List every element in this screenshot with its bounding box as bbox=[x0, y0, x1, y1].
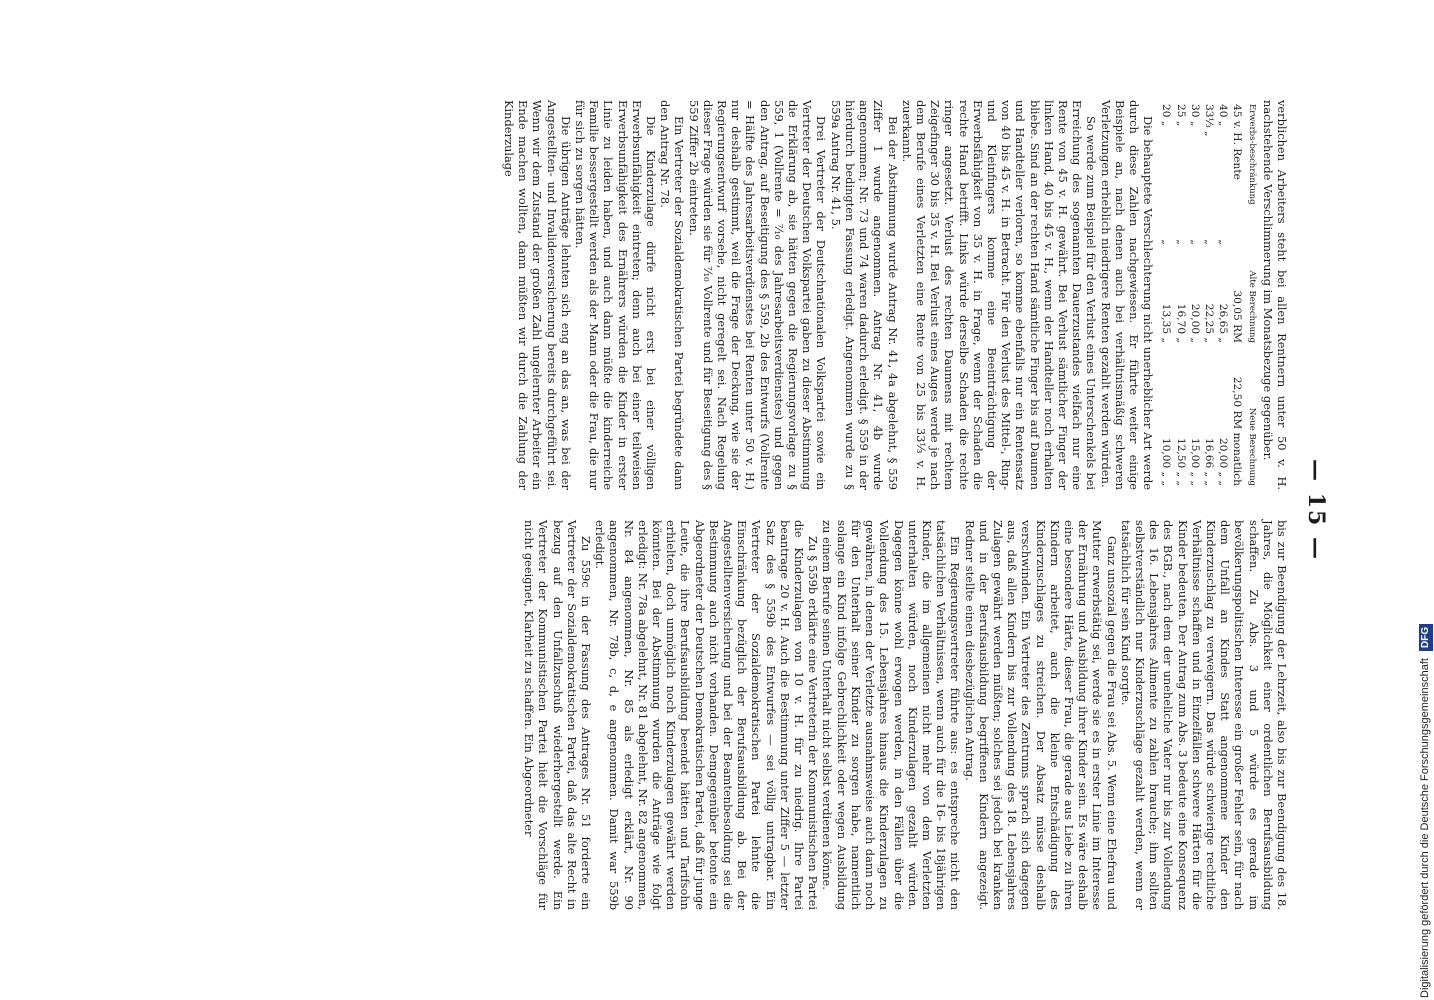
table-cell bbox=[1230, 232, 1244, 248]
left-text-column bbox=[502, 100, 1289, 490]
table-row bbox=[1202, 100, 1216, 490]
table-cell: „ bbox=[1217, 239, 1230, 245]
table-cell: „ bbox=[1174, 239, 1187, 245]
rotated-document-page bbox=[85, 80, 1335, 940]
table-cell: 20,00 „ „ bbox=[1217, 437, 1230, 486]
credit-text: Digitalisierung gefördert durch die Deutsche Forschungsgemeinschaft bbox=[1419, 658, 1431, 998]
table-cell: 16,70 „ bbox=[1174, 303, 1187, 343]
table-cell: 26,65 „ bbox=[1217, 303, 1230, 343]
table-cell: 20,00 „ bbox=[1188, 303, 1201, 343]
table-cell: 33⅓ „ bbox=[1202, 104, 1215, 137]
table-cell: 20 „ bbox=[1160, 104, 1173, 127]
paragraph: Die Kinderzulage dürfe nicht erst bei einer völligen Erwerbsunfähigkeit eintreten; denn auch bei einer teilweisen Erwerbsunfähigkeit des Ernährers würden die Kinder in erster Linie zu leiden haben, und auch dann müßte die kinderreiche Familie bessergestellt werden als der Mann oder die Frau, die nur für sich zu sorgen hätten. bbox=[573, 100, 659, 490]
table-cell: 10,00 „ „ bbox=[1160, 437, 1173, 486]
paragraph: Die behauptete Verschlechterung nicht unerheblicher Art werde durch diese Zahlen nachgewiesen. Er führte weiter einige Beispiele an, nach denen auch bei verhältnismäßig schweren Verletzungen erheblich niedrigere Renten gezahlt werden würden. bbox=[1098, 100, 1156, 490]
table-cell: 45 v. H. Rente bbox=[1231, 104, 1244, 180]
table-header-cell: Neue Berechnung bbox=[1246, 407, 1257, 486]
paragraph: Zu 559c in der Fassung des Antrages Nr. 51 forderte ein Vertreter der Sozialdemokratischen Partei, daß das alte Recht in bezug auf den Unfallzuschuß wiederhergestellt werde. Ein Vertreter der Kommunistischen Partei hielt die Vorschläge für nicht geeignet, Klarheit zu schaffen. Ein Abgeordneter bbox=[522, 520, 594, 910]
table-cell: 16,66 „ „ bbox=[1202, 437, 1215, 486]
table-header-cell bbox=[1244, 232, 1258, 248]
table-row bbox=[1173, 100, 1187, 490]
table-cell: 30 „ bbox=[1188, 104, 1201, 127]
paragraph: bis zur Beendigung der Lehrzeit, also bis zur Beendigung des 18. Jahres, die Möglichkeit einer ordentlichen Berufsausbildung schaffen. Zu Abs. 3 und 5 würde es gerade im bevölkerungspolitischen Interesse ein großer Fehler sein, für nach dem Unfall an Kindes Statt angenommene Kinder den Kinderzuschlag zu verweigern. Das würde schwierige rechtliche Verhältnisse schaffen und in Einzelfällen schwere Härten für die Kinder bedeuten. Der Antrag zum Abs. 3 bedeute eine Konsequenz des BGB., nach dem der uneheliche Vater nur bis zur Vollendung des 16. Lebensjahres Alimente zu zahlen brauche; ihm sollten selbstverständlich nur Kinderzuschläge gezahlt werden, wenn er tatsächlich für sein Kind sorgte. bbox=[1118, 520, 1289, 910]
table-cell: 22,50 RM monatlich bbox=[1231, 376, 1244, 486]
paragraph: Ganz unsozial gegen die Frau sei Abs. 5. Wenn eine Ehefrau und Mutter erwerbstätig sei, werde sie es in erster Linie im Interesse der Ernährung und Ausbildung ihrer Kinder sein. Es wäre deshalb eine besondere Härte, dieser Frau, die gerade aus Liebe zu ihren Kindern arbeitet, auch die kleine Entschädigung des Kinderzuschlages zu streichen. Der Absatz müsse deshalb verschwinden. Ein Vertreter des Zentrums sprach sich dagegen aus, daß allen Kindern bis zur Vollendung des 18. Lebensjahres Zulagen gewährt werden müßten; solches sei jedoch bei kranken und in der Berufsausbildung begriffenen Kindern angezeigt. Redner stellte einen diesbezüglichen Antrag. bbox=[962, 520, 1119, 910]
table-header-cell: Erwerbs-beschränkung bbox=[1246, 104, 1257, 205]
table-cell: „ bbox=[1202, 239, 1215, 245]
table-cell: 13,35 „ bbox=[1160, 303, 1173, 343]
table-cell: 25 „ bbox=[1174, 104, 1187, 127]
table-cell: 40 „ bbox=[1217, 104, 1230, 127]
rate-table bbox=[1159, 100, 1258, 490]
table-cell: „ bbox=[1160, 239, 1173, 245]
dfg-logo: DFG bbox=[1419, 624, 1433, 651]
right-text-column bbox=[522, 520, 1289, 910]
paragraph: Ein Vertreter der Sozialdemokratischen Partei begründete dann den Antrag Nr. 78. bbox=[658, 100, 687, 490]
table-cell: 30,05 RM bbox=[1231, 290, 1244, 343]
paragraph: Zu § 559b erklärte eine Vertreterin der Kommunistischen Partei die Kinderzulagen von 10 v. H. für zu niedrig. Ihre Partei beantrage 20 v. H. Auch die Bestimmung unter Ziffer 5 — letzter Satz des § 559b des Entwurfes — sei völlig untragbar. Ein Vertreter der Sozialdemokratischen Partei lehnte die Einschränkung bezüglich der Berufsausbildung ab. Bei der Angestelltenversicherung und bei der Beamtenbesoldung sei die Bestimmung auch nicht vorhanden. Demgegenüber betonte ein Abgeordneter der Deutschen Demokratischen Partei, daß für junge Leute, die ihre Berufsausbildung beendet hätten und Tarifsohn erhielten, doch unmöglich noch Kinderzulagen gewährt werden könnten. Bei der Abstimmung wurden die Anträge wie folgt erledigt: Nr. 78a abgelehnt, Nr. 81 abgelehnt, Nr. 82 angenommen, Nr. 84 angenommen, Nr. 85 als erledigt erklärt, Nr. 90 angenommen, Nr. 78b, c, d, e angenommen. Damit war 559b erledigt. bbox=[593, 520, 821, 910]
rate-table-header bbox=[1244, 100, 1258, 490]
table-row bbox=[1188, 100, 1202, 490]
digitization-credit bbox=[1418, 8, 1432, 998]
paragraph: So werde zum Beispiel für den Verlust eines Unterschenkels bei Erreichung des sogenannten Dauerzustandes vielfach nur eine Rente von 45 v. H. gewährt. Bei Verlust sämtlicher Finger der linken Hand, 40 bis 45 v. H., wenn der Handteller noch erhalten bliebe. Sind an der rechten Hand sämtliche Finger bis auf Daumen und Handteller verloren, so komme ebenfalls nur ein Rentensatz von 40 bis 45 v. H. in Betracht. Für den Verlust des Mittel-, Ring- und Kleinfingers komme eine Beeinträchtigung der Erwerbsfähigkeit von 35 v. H. in Frage, wenn der Schaden die rechte Hand betrifft. Links würde derselbe Schaden die rechte ringer angesetzt. Verlust des rechten Daumens mit rechtem Zeigefinger 30 bis 35 v. H. Bei Verlust eines Auges werde je nach dem Berufe eines Verletzten eine Rente von 25 bis 33⅓ v. H. zuerkannt. bbox=[899, 100, 1099, 490]
paragraph: Bei der Abstimmung wurde Antrag Nr. 41, 4a abgelehnt, § 559 Ziffer 1 wurde angenommen. Antrag Nr. 41, 4b wurde angenommen; Nr. 73 und 74 waren dadurch erledigt. § 559 in der hierdurch bedingten Fassung erledigt. Angenommen wurde zu § 559a Antrag Nr. 41, 5. bbox=[828, 100, 900, 490]
paragraph: verblichen Arbeiters steht bei allen Rentnern unter 50 v. H. nachstehende Verschlimmerung im Monatsbezuge gegenüber. bbox=[1260, 100, 1289, 490]
table-cell: „ bbox=[1188, 239, 1201, 245]
table-row bbox=[1159, 100, 1173, 490]
table-row bbox=[1230, 100, 1244, 490]
page-number: — 15 — bbox=[1303, 459, 1329, 561]
table-cell: 15,00 „ „ bbox=[1188, 437, 1201, 486]
table-row bbox=[1216, 100, 1230, 490]
table-cell: 12,50 „ „ bbox=[1174, 437, 1187, 486]
table-header-cell: Alte Berechnung bbox=[1246, 270, 1257, 343]
paragraph: Ein Regierungsvertreter führte aus: es entspreche nicht den tatsächlichen Verhältnissen, wenn auch für die 16- bis 18jährigen Kinder, die im allgemeinen nicht mehr von dem Verletzten unterhalten würden, noch Kinderzulagen gezahlt würden. Dagegen könne wohl erwogen werden, in den Fällen über die Vollendung des 15. Lebensjahres hinaus die Kinderzulagen zu gewähren, in denen der Verletzte ausnahmsweise auch dann noch für den Unterhalt seiner Kinder zu sorgen habe, namentlich solange ein Kind infolge Gebrechlichkeit oder wegen Ausbildung zu einem Berufe seinen Unterhalt nicht selbst verdienen könne. bbox=[820, 520, 963, 910]
digitization-credit-sidebar bbox=[1418, 8, 1432, 998]
paragraph: Drei Vertreter der Deutschnationalen Volkspartei sowie ein Vertreter der Deutschen Volkspartei gaben zu dieser Abstimmung die Erklärung ab, sie hätten gegen die Regierungsvorlage zu § 559, 1 (Vollrente = ⁷⁄₁₀ des Jahresarbeitsverdienstes) und gegen den Antrag, auf Beseitigung des § 559, 2b des Entwurfs (Vollrente = Hälfte des Jahresarbeitsverdienstes bei Renten unter 50 v. H.) nur deshalb gestimmt, weil die Frage der Deckung, wie sie der Regierungsentwurf vorsehe, nicht geregelt sei. Nach Regelung dieser Frage würden sie für ⁷⁄₁₀ Vollrente und für Beseitigung des § 559 Ziffer 2b eintreten. bbox=[686, 100, 829, 490]
paragraph: Die übrigen Anträge lehnten sich eng an das an, was bei der Angestellten- und Invalidenversicherung bereits durchgeführt sei. Wenn wir dem Zustand der großen Zahl ungelernter Arbeiter ein Ende machen wollten, dann müßten wir durch die Zahlung der Kinderzulage bbox=[502, 100, 573, 490]
table-cell: 22,25 „ bbox=[1202, 303, 1215, 343]
